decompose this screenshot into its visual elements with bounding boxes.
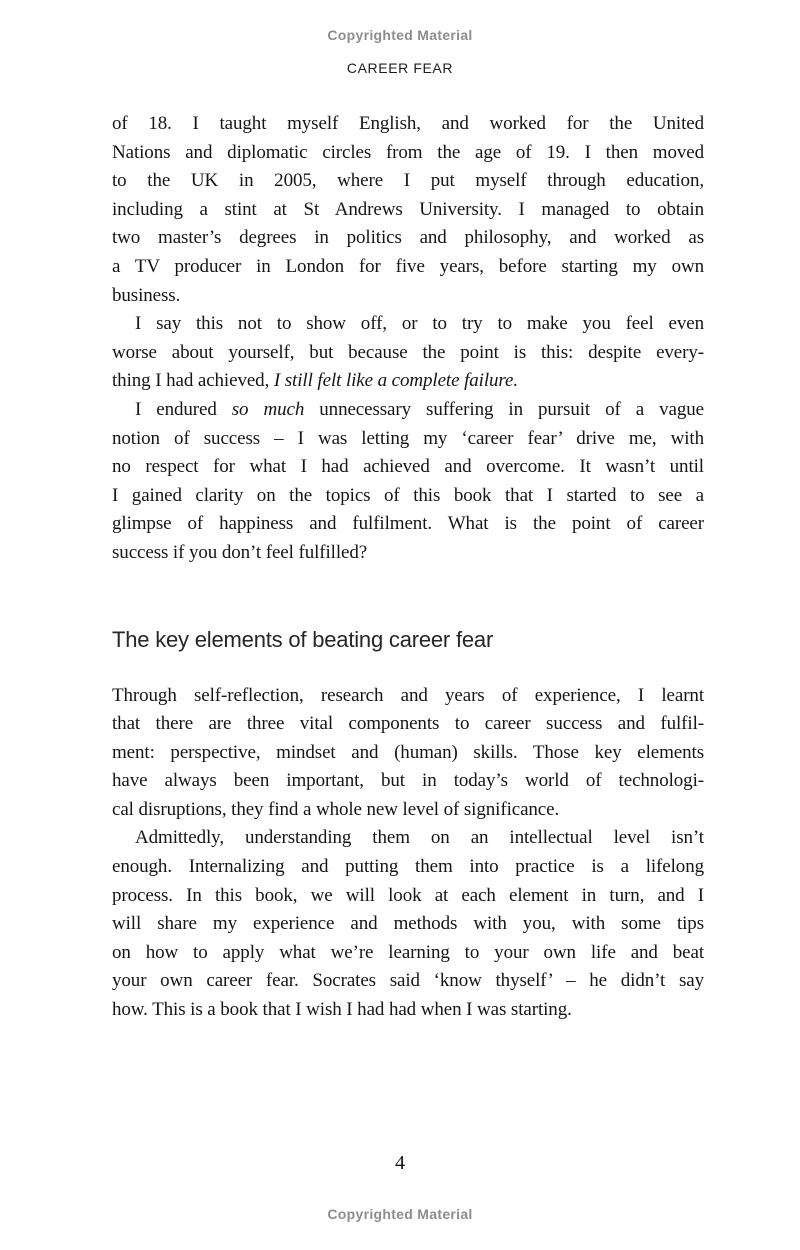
paragraph [112, 682, 704, 825]
text-line: will share my experience and methods with you, with some tips [112, 913, 704, 935]
copyright-notice-bottom: Copyrighted Material [327, 1206, 473, 1222]
text-line: thing I had achieved, I still felt like a complete failure. [112, 370, 519, 392]
text-line: business. [112, 284, 181, 306]
text-line: glimpse of happiness and fulfilment. What is the point of career [112, 513, 704, 535]
text-line: how. This is a book that I wish I had had when I was starting. [112, 999, 572, 1021]
text-line: on how to apply what we’re learning to your own life and beat [112, 941, 704, 963]
text-line: enough. Internalizing and putting them into practice is a lifelong [112, 856, 704, 878]
text-line: including a stint at St Andrews University. I managed to obtain [112, 198, 704, 220]
text-line: to the UK in 2005, where I put myself through education, [112, 170, 704, 192]
text-line: Through self-reflection, research and years of experience, I learnt [112, 684, 704, 706]
text-line: success if you don’t feel fulfilled? [112, 541, 368, 563]
paragraph [112, 110, 704, 310]
running-header: CAREER FEAR [346, 60, 454, 76]
text-line: have always been important, but in today’s world of technologi- [112, 770, 704, 792]
text-line: I say this not to show off, or to try to make you feel even [135, 313, 704, 335]
text-line: Nations and diplomatic circles from the age of 19. I then moved [112, 141, 704, 163]
text-line: two master’s degrees in politics and philosophy, and worked as [112, 227, 704, 249]
paragraph [112, 396, 704, 568]
text-line: process. In this book, we will look at each element in turn, and I [112, 884, 704, 906]
page-number: 4 [395, 1152, 405, 1174]
text-line: Admittedly, understanding them on an intellectual level isn’t [135, 827, 704, 849]
text-line: cal disruptions, they find a whole new level of significance. [112, 798, 560, 820]
paragraph [112, 824, 704, 1024]
copyright-notice-top: Copyrighted Material [327, 27, 473, 43]
text-line: a TV producer in London for five years, before starting my own [112, 255, 704, 277]
text-line: I gained clarity on the topics of this book that I started to see a [112, 484, 704, 506]
text-line: ment: perspective, mindset and (human) skills. Those key elements [112, 741, 704, 763]
section-heading: The key elements of beating career fear [112, 626, 494, 652]
text-line: no respect for what I had achieved and overcome. It wasn’t until [112, 456, 704, 478]
body-text [112, 110, 704, 1025]
text-line: your own career fear. Socrates said ‘know thyself’ – he didn’t say [112, 970, 704, 992]
text-line: I endured so much unnecessary suffering in pursuit of a vague [135, 398, 704, 420]
text-line: worse about yourself, but because the point is this: despite every- [112, 341, 704, 363]
text-line: of 18. I taught myself English, and worked for the United [112, 113, 704, 134]
text-line: notion of success – I was letting my ‘career fear’ drive me, with [112, 427, 704, 449]
paragraph [112, 310, 704, 396]
text-line: that there are three vital components to career success and fulfil- [112, 713, 704, 735]
